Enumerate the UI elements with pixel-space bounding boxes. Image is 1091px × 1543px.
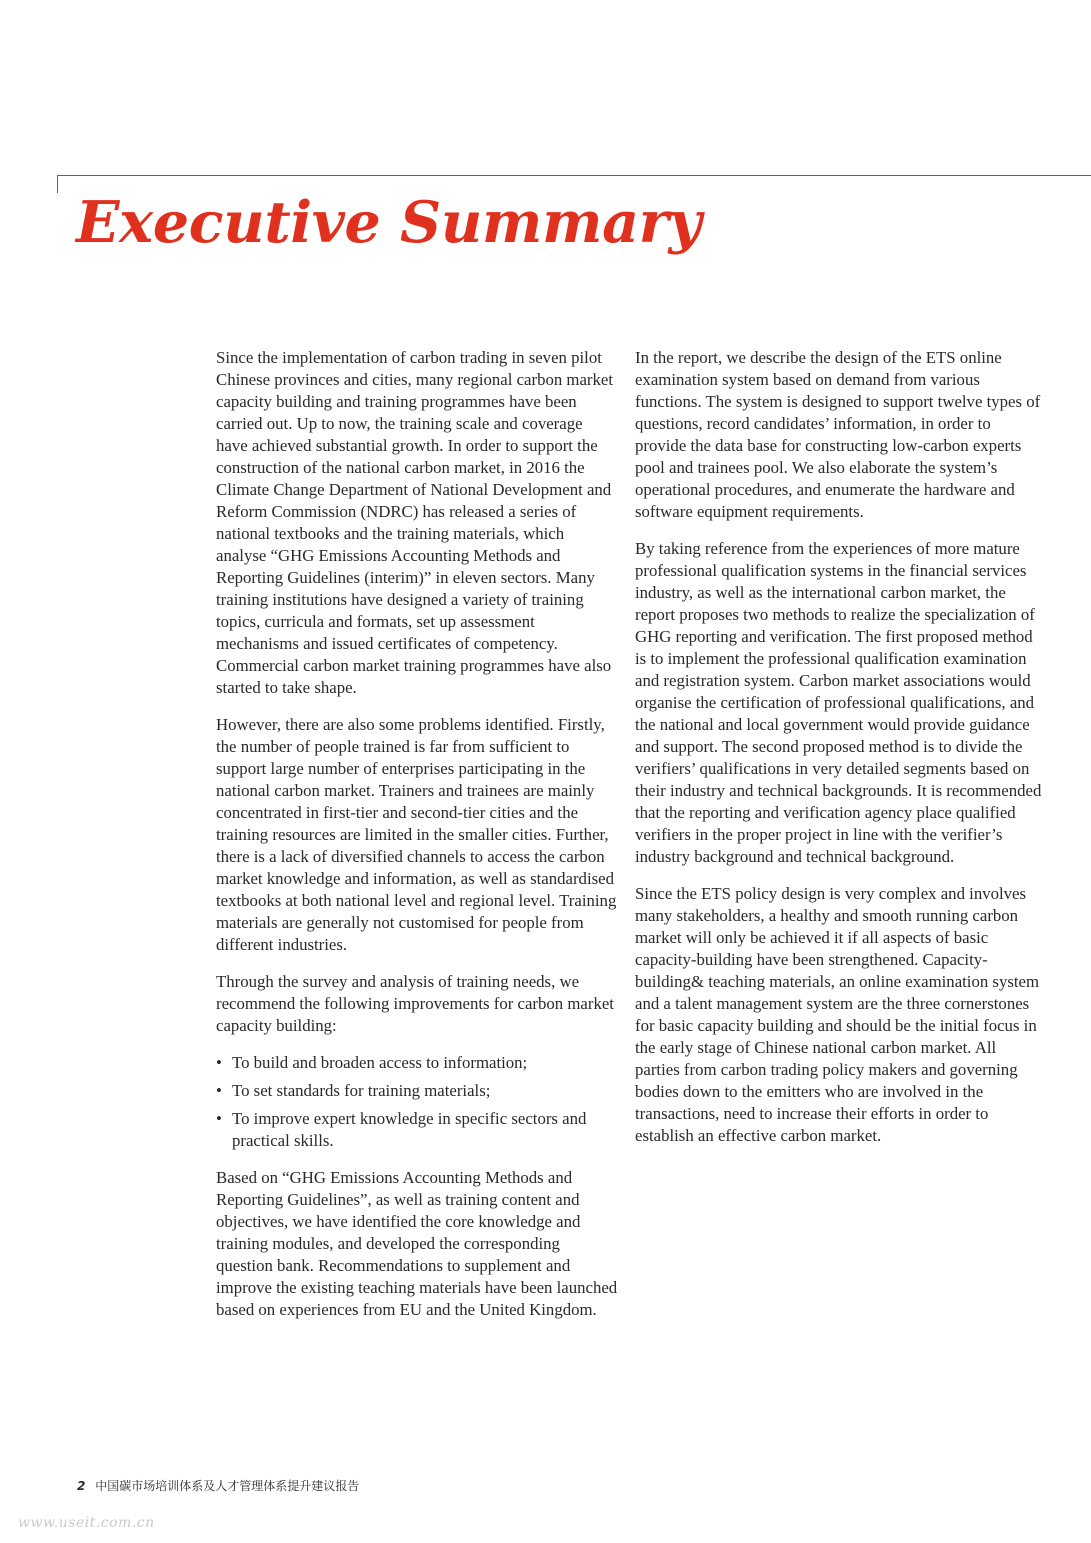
left-paragraph-4: Based on “GHG Emissions Accounting Methods and Reporting Guidelines”, as well as training content and objectives, we have identified the core knowledge and training modules, and developed the corresponding question bank. Recommendations to supplement and improve the existing teaching materials have been launched based on experiences from EU and the United Kingdom. [216, 1168, 618, 1319]
page-number: 2 [77, 1479, 86, 1493]
bullet-icon: • [216, 1081, 222, 1100]
list-item-text: To improve expert knowledge in specific sectors and practical skills. [232, 1109, 587, 1150]
left-paragraph-3: Through the survey and analysis of training needs, we recommend the following improvements for carbon market capacity building: [216, 972, 614, 1035]
left-paragraph-2: However, there are also some problems identified. Firstly, the number of people trained is far from sufficient to support large number of enterprises participating in the national carbon market. Trainers and trainees are mainly concentrated in first-tier and second-tier cities and the training resources are limited in the smaller cities. Further, there is a lack of diversified channels to access the carbon market knowledge and information, as well as standardised textbooks at both national level and regional level. Training materials are generally not customised for people from different industries. [216, 715, 617, 954]
list-item-text: To set standards for training materials; [232, 1081, 491, 1100]
recommendation-list [216, 1052, 618, 1152]
right-column [635, 347, 1045, 1162]
page-footer [77, 1477, 359, 1495]
header-rule-horizontal [57, 175, 1091, 176]
left-column [216, 347, 618, 1336]
right-paragraph-1: In the report, we describe the design of the ETS online examination system based on demand from various functions. The system is designed to support twelve types of questions, record candidates’ information, in order to provide the data base for constructing low-carbon experts pool and trainees pool. We also elaborate the system’s operational procedures, and enumerate the hardware and software equipment requirements. [635, 348, 1041, 521]
list-item [216, 1080, 618, 1102]
bullet-icon: • [216, 1109, 222, 1128]
report-title: 中国碳市场培训体系及人才管理体系提升建议报告 [95, 1479, 360, 1493]
right-paragraph-2: By taking reference from the experiences of more mature professional qualification systems in the financial services industry, as well as the international carbon market, the report proposes two methods to realize the specialization of GHG reporting and verification. The first proposed method is to implement the professional qualification examination and registration system. Carbon market associations would organise the certification of professional qualifications, and the national and local government would provide guidance and support. The second proposed method is to divide the verifiers’ qualifications in very detailed segments based on their industry and technical backgrounds. It is recommended that the reporting and verification agency place qualified verifiers in the proper project in line with the verifier’s industry background and technical background. [635, 539, 1042, 866]
page-title: Executive Summary [76, 189, 702, 256]
watermark: www.useit.com.cn [18, 1515, 155, 1531]
left-paragraph-1: Since the implementation of carbon trading in seven pilot Chinese provinces and cities, many regional carbon market capacity building and training programmes have been carried out. Up to now, the training scale and coverage have achieved substantial growth. In order to support the construction of the national carbon market, in 2016 the Climate Change Department of National Development and Reform Commission (NDRC) has released a series of national textbooks and the training materials, which analyse “GHG Emissions Accounting Methods and Reporting Guidelines (interim)” in eleven sectors. Many training institutions have designed a variety of training topics, curricula and formats, set up assessment mechanisms and issued certificates of competency. Commercial carbon market training programmes have also started to take shape. [216, 348, 614, 697]
list-item [216, 1052, 618, 1074]
header-rule-vertical [57, 175, 58, 193]
list-item [216, 1108, 618, 1152]
right-paragraph-3: Since the ETS policy design is very complex and involves many stakeholders, a healthy and smooth running carbon market will only be achieved it if all aspects of basic capacity-building have been strengthened. Capacity-building& teaching materials, an online examination system and a talent management system are the three cornerstones for basic capacity building and should be the initial focus in the early stage of Chinese national carbon market. All parties from carbon trading policy makers and governing bodies down to the emitters who are involved in the transactions, need to increase their efforts in order to establish an effective carbon market. [635, 884, 1040, 1145]
list-item-text: To build and broaden access to information; [232, 1053, 528, 1072]
bullet-icon: • [216, 1053, 222, 1072]
